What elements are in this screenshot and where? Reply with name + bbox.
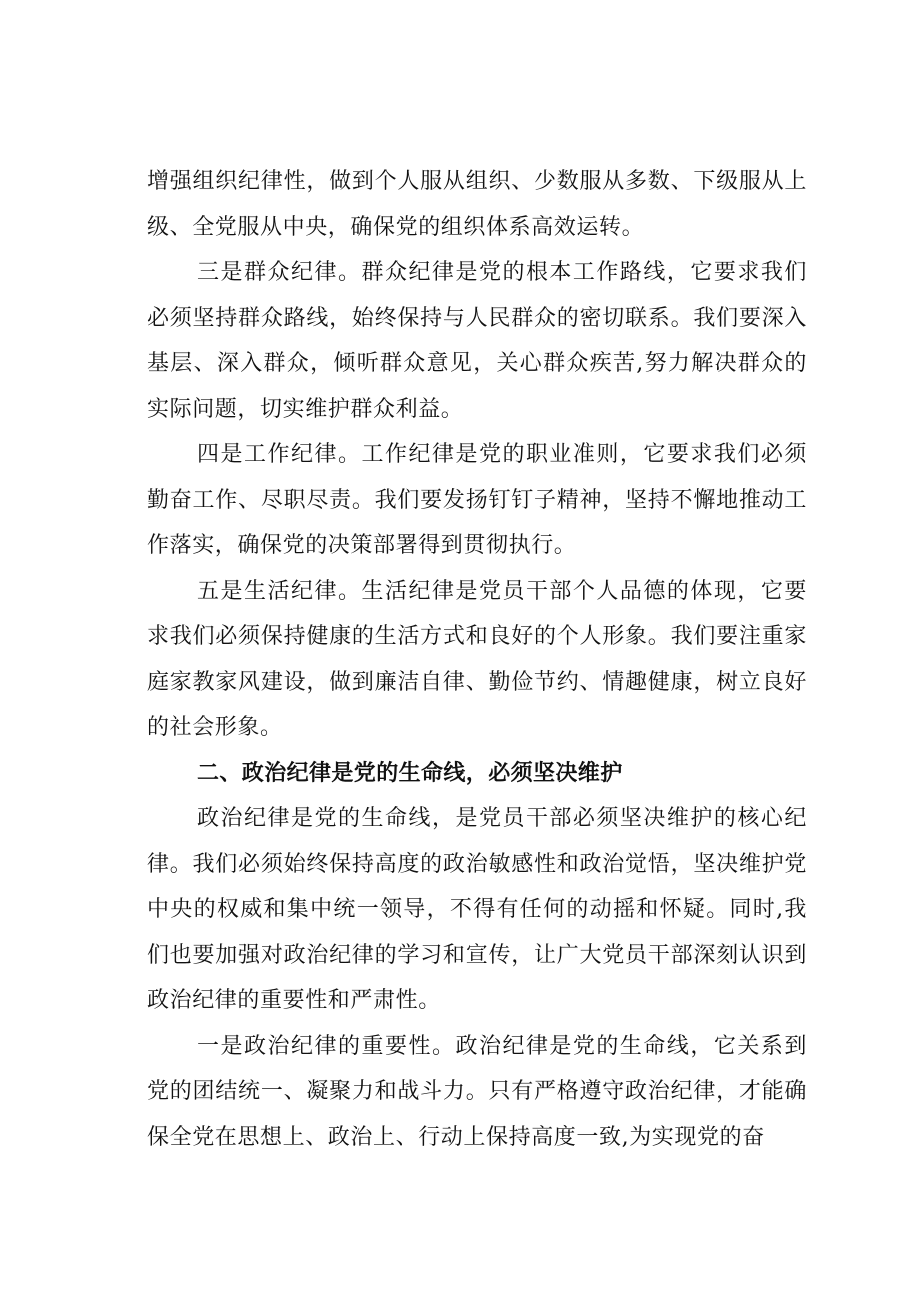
paragraph-life-discipline: 五是生活纪律。生活纪律是党员干部个人品德的体现，它要求我们必须保持健康的生活方式和良好的个人形象。我们要注重家庭家教家风建设，做到廉洁自律、勤俭节约、情趣健康，树立良好的社会形象。 [147, 578, 807, 740]
paragraph-political-discipline-importance: 一是政治纪律的重要性。政治纪律是党的生命线，它关系到党的团结统一、凝聚力和战斗力。只有严格遵守政治纪律，才能确保全党在思想上、政治上、行动上保持高度一致,为实现党的奋 [147, 1033, 807, 1150]
section-heading-political-discipline: 二、政治纪律是党的生命线，必须坚决维护 [197, 760, 623, 786]
paragraph-organization-discipline-end: 增强组织纪律性，做到个人服从组织、少数服从多数、下级服从上级、全党服从中央，确保党的组织体系高效运转。 [147, 169, 807, 240]
paragraph-mass-discipline: 三是群众纪律。群众纪律是党的根本工作路线，它要求我们必须坚持群众路线，始终保持与人民群众的密切联系。我们要深入基层、深入群众，倾听群众意见，关心群众疾苦,努力解决群众的实际问题，切实维护群众利益。 [147, 260, 807, 422]
paragraph-political-discipline-intro: 政治纪律是党的生命线，是党员干部必须坚决维护的核心纪律。我们必须始终保持高度的政治敏感性和政治觉悟，坚决维护党中央的权威和集中统一领导，不得有任何的动摇和怀疑。同时,我们也要加强对政治纪律的学习和宣传，让广大党员干部深刻认识到政治纪律的重要性和严肃性。 [147, 806, 807, 1013]
document-body [147, 159, 807, 1160]
paragraph-work-discipline: 四是工作纪律。工作纪律是党的职业准则，它要求我们必须勤奋工作、尽职尽责。我们要发扬钉钉子精神，坚持不懈地推动工作落实，确保党的决策部署得到贯彻执行。 [147, 442, 807, 558]
